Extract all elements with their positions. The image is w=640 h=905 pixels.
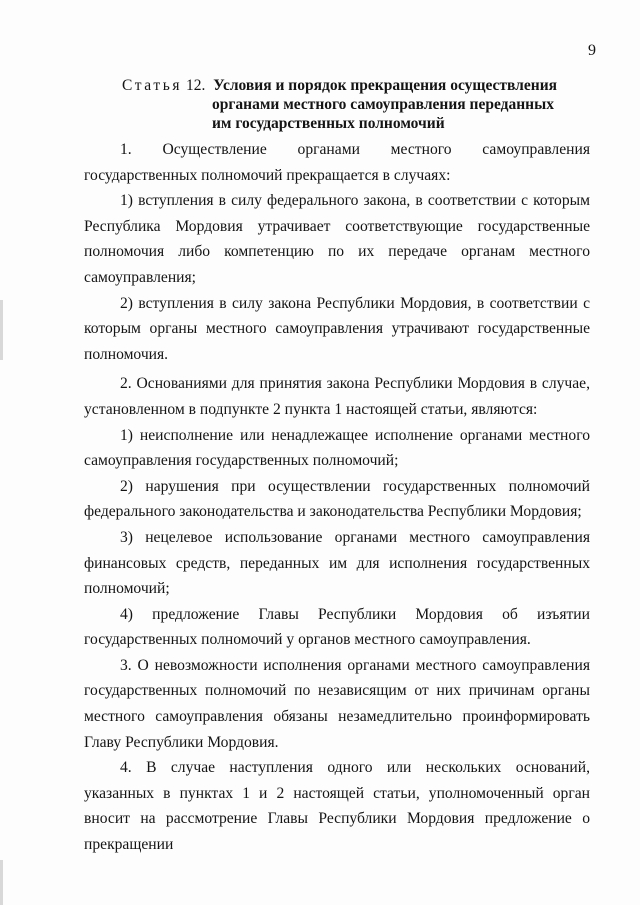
scan-edge-mark (0, 300, 3, 360)
paragraph-1-item-2: 2) вступления в силу закона Республики Мордовия, в соответствии с которым органы местного самоуправления утрачивают государственные полномочия. (84, 294, 590, 363)
page-number: 9 (588, 42, 596, 59)
paragraph-1-item-1: 1) вступления в силу федерального закона, в соответствии с которым Республика Мордовия утрачивает соответствующие государственные полномочия либо компетенцию по их передаче органам местного самоуправления; (84, 192, 590, 286)
paragraph-2-item-1: 1) неисполнение или ненадлежащее исполнение органами местного самоуправления государственных полномочий; (84, 426, 590, 470)
paragraph-2-item-4: 4) предложение Главы Республики Мордовия об изъятии государственных полномочий у органов местного самоуправления. (84, 605, 590, 649)
scan-edge-mark (0, 860, 3, 905)
article-title-line-2: органами местного самоуправления переданных (212, 96, 554, 113)
paragraph-2: 2. Основаниями для принятия закона Республики Мордовия в случае, установленном в подпункте 2 пункта 1 настоящей статьи, являются: (84, 375, 590, 418)
article-heading (122, 76, 592, 133)
article-title-line-1: Условия и порядок прекращения осуществления (213, 77, 558, 94)
article-title-line-3: им государственных полномочий (212, 115, 445, 132)
paragraph-1: 1. Осуществление органами местного самоуправления государственных полномочий прекращается в случаях: (84, 141, 590, 184)
article-body (84, 137, 590, 858)
paragraph-3: 3. О невозможности исполнения органами местного самоуправления государственных полномочий по независящим от них причинам органы местного самоуправления обязаны незамедлительно проинформировать Главу Республики Мордовия. (84, 656, 590, 751)
paragraph-2-item-2: 2) нарушения при осуществлении государственных полномочий федерального законодательства и законодательства Республики Мордовия; (84, 477, 590, 521)
paragraph-2-item-3: 3) нецелевое использование органами местного самоуправления финансовых средств, переданных им для исполнения государственных полномочий; (84, 528, 590, 598)
article-label: Статья (122, 77, 183, 94)
article-number: 12. (186, 77, 206, 94)
paragraph-4: 4. В случае наступления одного или нескольких оснований, указанных в пунктах 1 и 2 настоящей статьи, уполномоченный орган вносит на рассмотрение Главы Республики Мордовия предложение о прекращении (84, 759, 590, 854)
